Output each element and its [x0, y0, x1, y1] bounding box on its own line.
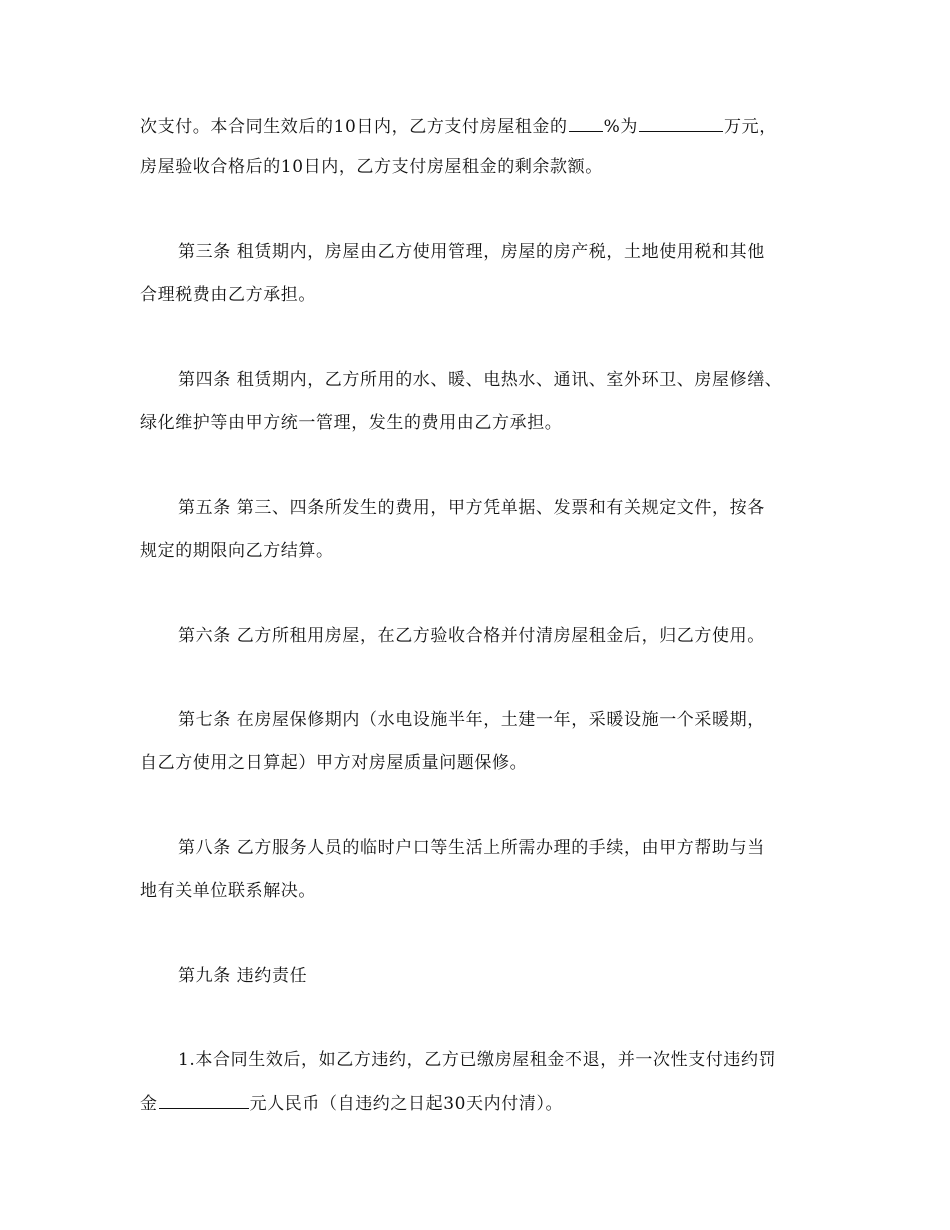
article-9-title: 第九条 违约责任 — [178, 966, 308, 986]
article-5-line-1: 第五条 第三、四条所发生的费用，甲方凭单据、发票和有关规定文件，按各 — [178, 498, 765, 518]
article-7-line-2: 自乙方使用之日算起）甲方对房屋质量问题保修。 — [140, 753, 528, 773]
paragraph-payment-line-1 — [140, 116, 777, 137]
article-9-item-1-line-2 — [140, 1093, 563, 1114]
blank-penalty-field — [159, 1093, 249, 1109]
text-segment: 金 — [140, 1094, 158, 1114]
text-segment: %为 — [603, 117, 638, 137]
paragraph-payment-line-2: 房屋验收合格后的10日内，乙方支付房屋租金的剩余款额。 — [140, 157, 603, 177]
article-9-item-1-line-1: 1.本合同生效后，如乙方违约，乙方已缴房屋租金不退，并一次性支付违约罚 — [178, 1050, 777, 1070]
article-4-line-2: 绿化维护等由甲方统一管理，发生的费用由乙方承担。 — [140, 413, 563, 433]
article-8-line-2: 地有关单位联系解决。 — [140, 881, 316, 901]
article-7-line-1: 第七条 在房屋保修期内（水电设施半年，土建一年，采暖设施一个采暖期， — [178, 710, 765, 730]
text-segment: 元人民币（自违约之日起30天内付清）。 — [249, 1094, 564, 1114]
text-segment: 次支付。本合同生效后的10日内，乙方支付房屋租金的 — [140, 117, 568, 137]
blank-amount-field — [639, 116, 723, 132]
article-6-line-1: 第六条 乙方所租用房屋，在乙方验收合格并付清房屋租金后，归乙方使用。 — [178, 626, 765, 646]
article-4-line-1: 第四条 租赁期内，乙方所用的水、暖、电热水、通讯、室外环卫、房屋修缮、 — [178, 370, 783, 390]
article-5-line-2: 规定的期限向乙方结算。 — [140, 541, 334, 561]
article-3-line-2: 合理税费由乙方承担。 — [140, 285, 316, 305]
article-3-line-1: 第三条 租赁期内，房屋由乙方使用管理，房屋的房产税，土地使用税和其他 — [178, 242, 765, 262]
article-8-line-1: 第八条 乙方服务人员的临时户口等生活上所需办理的手续，由甲方帮助与当 — [178, 838, 765, 858]
blank-percent-field — [569, 116, 603, 132]
text-segment: 万元， — [724, 117, 777, 137]
